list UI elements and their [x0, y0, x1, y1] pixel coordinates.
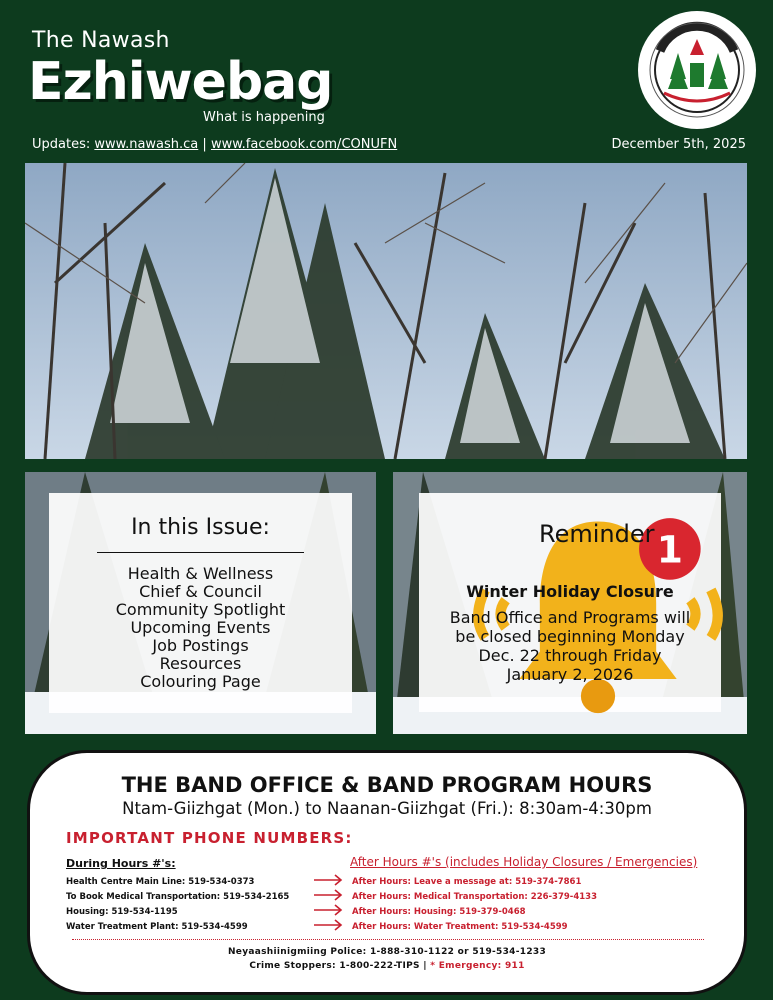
reminder-card	[419, 493, 721, 712]
phone-row	[66, 907, 726, 921]
issue-item: Chief & Council	[139, 582, 262, 601]
reminder-line: be closed beginning Monday	[455, 627, 685, 646]
after-hours-heading: After Hours #'s (includes Holiday Closures / Emergencies)	[350, 855, 698, 869]
reminder-subtitle: Winter Holiday Closure	[466, 582, 674, 601]
during-number: To Book Medical Transportation: 519-534-2165	[66, 892, 290, 902]
right-arrow-icon	[314, 874, 344, 886]
heading-divider	[97, 552, 304, 553]
issue-item: Job Postings	[152, 636, 249, 655]
during-number: Housing: 519-534-1195	[66, 907, 178, 917]
bell-badge-count: 1	[656, 527, 683, 572]
issue-item: Health & Wellness	[127, 564, 274, 583]
newsletter-subtitle: The Nawash	[32, 28, 170, 53]
link-separator: |	[202, 137, 207, 152]
issue-item: Resources	[159, 654, 242, 673]
hours-heading: THE BAND OFFICE & BAND PROGRAM HOURS	[121, 773, 653, 797]
crime-stoppers-line	[30, 961, 744, 971]
phone-row	[66, 892, 726, 906]
issue-date: December 5th, 2025	[611, 137, 746, 152]
issue-item: Community Spotlight	[115, 600, 286, 619]
reminder-line: January 2, 2026	[506, 665, 634, 684]
issue-list	[49, 565, 352, 691]
reminder-title: Reminder	[539, 520, 655, 548]
winter-forest-photo	[25, 163, 747, 459]
updates-label: Updates:	[32, 137, 91, 152]
reminder-line: Dec. 22 through Friday	[478, 646, 662, 665]
newsletter-title: Ezhiwebag	[28, 52, 333, 112]
issue-panel	[25, 472, 376, 734]
facebook-link[interactable]: www.facebook.com/CONUFN	[210, 137, 398, 152]
reminder-panel	[393, 472, 747, 734]
emergency-number: * Emergency: 911	[430, 961, 525, 971]
right-arrow-icon	[314, 889, 344, 901]
right-arrow-icon	[314, 904, 344, 916]
issue-heading: In this Issue:	[131, 515, 270, 540]
after-number: After Hours: Medical Transportation: 226-379-4133	[352, 892, 597, 902]
during-number: Health Centre Main Line: 519-534-0373	[66, 877, 255, 887]
phone-row	[66, 922, 726, 936]
right-arrow-icon	[314, 919, 344, 931]
important-numbers-heading: IMPORTANT PHONE NUMBERS:	[66, 829, 353, 847]
during-number: Water Treatment Plant: 519-534-4599	[66, 922, 248, 932]
crime-stoppers-number: Crime Stoppers: 1-800-222-TIPS	[249, 961, 420, 971]
updates-line	[32, 137, 397, 152]
police-number: Neyaashiinigmiing Police: 1-888-310-1122 or 519-534-1233	[227, 947, 547, 957]
nawash-seal-logo	[638, 11, 756, 129]
issue-item: Colouring Page	[140, 672, 261, 691]
reminder-line: Band Office and Programs will	[449, 608, 691, 627]
newsletter-tagline: What is happening	[203, 110, 325, 125]
in-this-issue-card	[49, 493, 352, 713]
hours-times: Ntam-Giizhgat (Mon.) to Naanan-Giizhgat (Fri.): 8:30am-4:30pm	[122, 799, 652, 818]
website-link[interactable]: www.nawash.ca	[94, 137, 199, 152]
after-number: After Hours: Housing: 519-379-0468	[352, 907, 526, 917]
phone-row	[66, 877, 726, 891]
during-hours-heading: During Hours #'s:	[66, 857, 176, 870]
office-hours-box	[27, 750, 747, 995]
issue-item: Upcoming Events	[130, 618, 271, 637]
reminder-body	[419, 608, 721, 684]
after-number: After Hours: Leave a message at: 519-374-7861	[352, 877, 582, 887]
dotted-divider	[72, 939, 704, 940]
after-number: After Hours: Water Treatment: 519-534-4599	[352, 922, 568, 932]
crime-separator: |	[423, 961, 427, 971]
